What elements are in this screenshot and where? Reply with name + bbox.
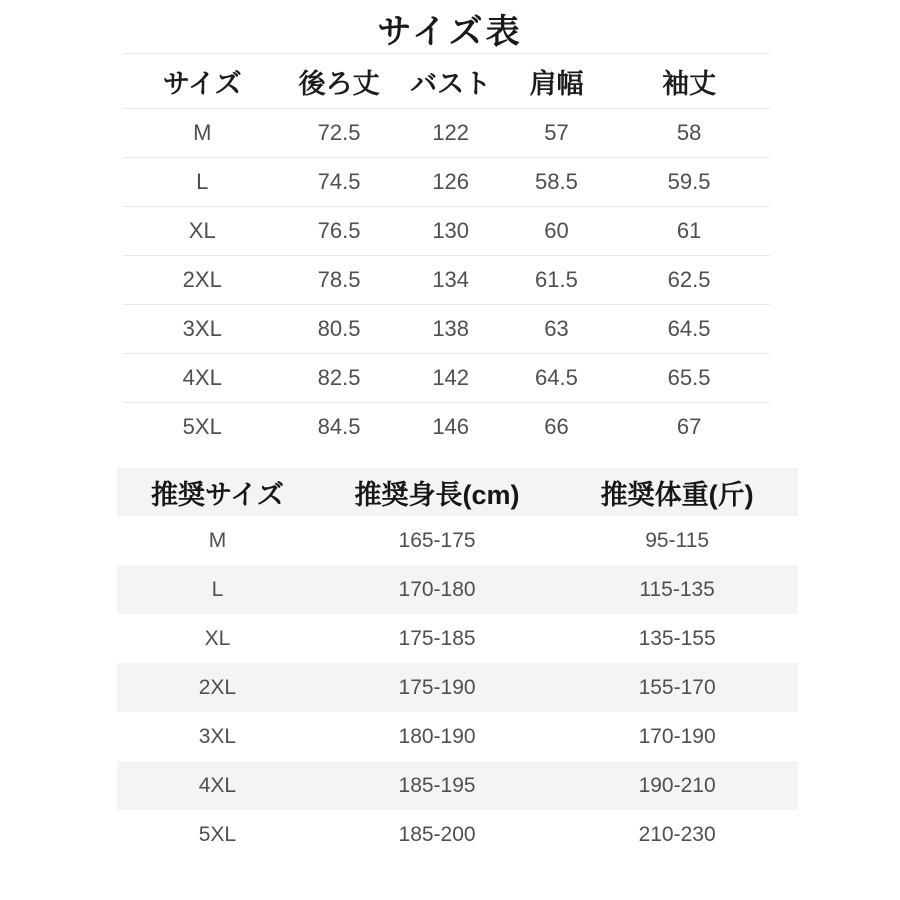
- table-row: [117, 565, 798, 614]
- shoulder-width-value: 61.5: [535, 267, 578, 292]
- shoulder-width-value: 63: [544, 316, 569, 341]
- height-range-value: 165-175: [398, 528, 476, 552]
- size-label: L: [211, 577, 224, 601]
- back-length-value: 80.5: [317, 316, 361, 341]
- sleeve-length-value: 62.5: [667, 267, 711, 292]
- height-range-value: 180-190: [398, 724, 476, 748]
- height-range-value: 185-195: [398, 773, 476, 797]
- size-label: M: [193, 120, 212, 145]
- weight-range-value: 210-230: [638, 822, 716, 846]
- bust-value: 142: [432, 365, 470, 390]
- table-row: [117, 614, 798, 663]
- size-label: XL: [204, 626, 231, 650]
- weight-range-value: 135-155: [638, 626, 716, 650]
- shoulder-width-value: 64.5: [535, 365, 578, 390]
- recommendation-table-header-row: [117, 468, 798, 516]
- sleeve-length-value: 64.5: [667, 316, 711, 341]
- size-label: 2XL: [198, 675, 237, 699]
- column-header-bust: バスト: [410, 68, 492, 99]
- size-label: XL: [188, 218, 216, 243]
- column-header-recommended-size: 推奨サイズ: [151, 479, 284, 510]
- table-row: [123, 255, 770, 304]
- column-header-shoulder-width: 肩幅: [529, 68, 584, 99]
- column-header-recommended-height: 推奨身長(cm): [354, 479, 520, 510]
- back-length-value: 74.5: [317, 169, 361, 194]
- bust-value: 138: [432, 316, 470, 341]
- size-label: M: [208, 528, 227, 552]
- table-row: [117, 712, 798, 761]
- size-label: 2XL: [182, 267, 222, 292]
- measurement-table: [123, 53, 770, 451]
- size-label: L: [196, 169, 209, 194]
- shoulder-width-value: 58.5: [535, 169, 578, 194]
- back-length-value: 72.5: [317, 120, 361, 145]
- size-label: 3XL: [198, 724, 237, 748]
- column-header-back-length: 後ろ丈: [298, 68, 380, 99]
- shoulder-width-value: 57: [544, 120, 569, 145]
- table-row: [123, 353, 770, 402]
- back-length-value: 76.5: [317, 218, 361, 243]
- table-row: [117, 761, 798, 810]
- sleeve-length-value: 61: [676, 218, 702, 243]
- bust-value: 122: [432, 120, 470, 145]
- bust-value: 134: [432, 267, 470, 292]
- bust-value: 130: [432, 218, 470, 243]
- sleeve-length-value: 59.5: [667, 169, 711, 194]
- table-row: [123, 108, 770, 157]
- page-title: サイズ表: [377, 13, 523, 51]
- weight-range-value: 95-115: [645, 528, 710, 552]
- table-row: [123, 304, 770, 353]
- bust-value: 126: [432, 169, 470, 194]
- weight-range-value: 155-170: [638, 675, 716, 699]
- height-range-value: 175-190: [398, 675, 476, 699]
- size-label: 5XL: [198, 822, 237, 846]
- size-label: 5XL: [182, 414, 222, 439]
- table-row: [123, 206, 770, 255]
- back-length-value: 84.5: [317, 414, 361, 439]
- size-label: 3XL: [182, 316, 222, 341]
- column-header-size: サイズ: [162, 68, 242, 99]
- table-row: [123, 157, 770, 206]
- table-row: [117, 516, 798, 565]
- sleeve-length-value: 65.5: [667, 365, 711, 390]
- weight-range-value: 115-135: [639, 577, 715, 601]
- shoulder-width-value: 60: [544, 218, 569, 243]
- shoulder-width-value: 66: [544, 414, 569, 439]
- sleeve-length-value: 67: [676, 414, 702, 439]
- weight-range-value: 190-210: [638, 773, 716, 797]
- sleeve-length-value: 58: [676, 120, 702, 145]
- table-row: [123, 402, 770, 451]
- measurement-table-header-row: [123, 53, 770, 108]
- column-header-sleeve-length: 袖丈: [662, 68, 717, 99]
- size-label: 4XL: [182, 365, 222, 390]
- size-label: 4XL: [198, 773, 237, 797]
- back-length-value: 78.5: [317, 267, 361, 292]
- table-row: [117, 810, 798, 859]
- height-range-value: 175-185: [398, 626, 476, 650]
- weight-range-value: 170-190: [638, 724, 716, 748]
- table-row: [117, 663, 798, 712]
- recommendation-table: [117, 468, 798, 859]
- bust-value: 146: [432, 414, 470, 439]
- back-length-value: 82.5: [317, 365, 361, 390]
- height-range-value: 170-180: [398, 577, 476, 601]
- column-header-recommended-weight: 推奨体重(斤): [600, 479, 754, 510]
- height-range-value: 185-200: [398, 822, 476, 846]
